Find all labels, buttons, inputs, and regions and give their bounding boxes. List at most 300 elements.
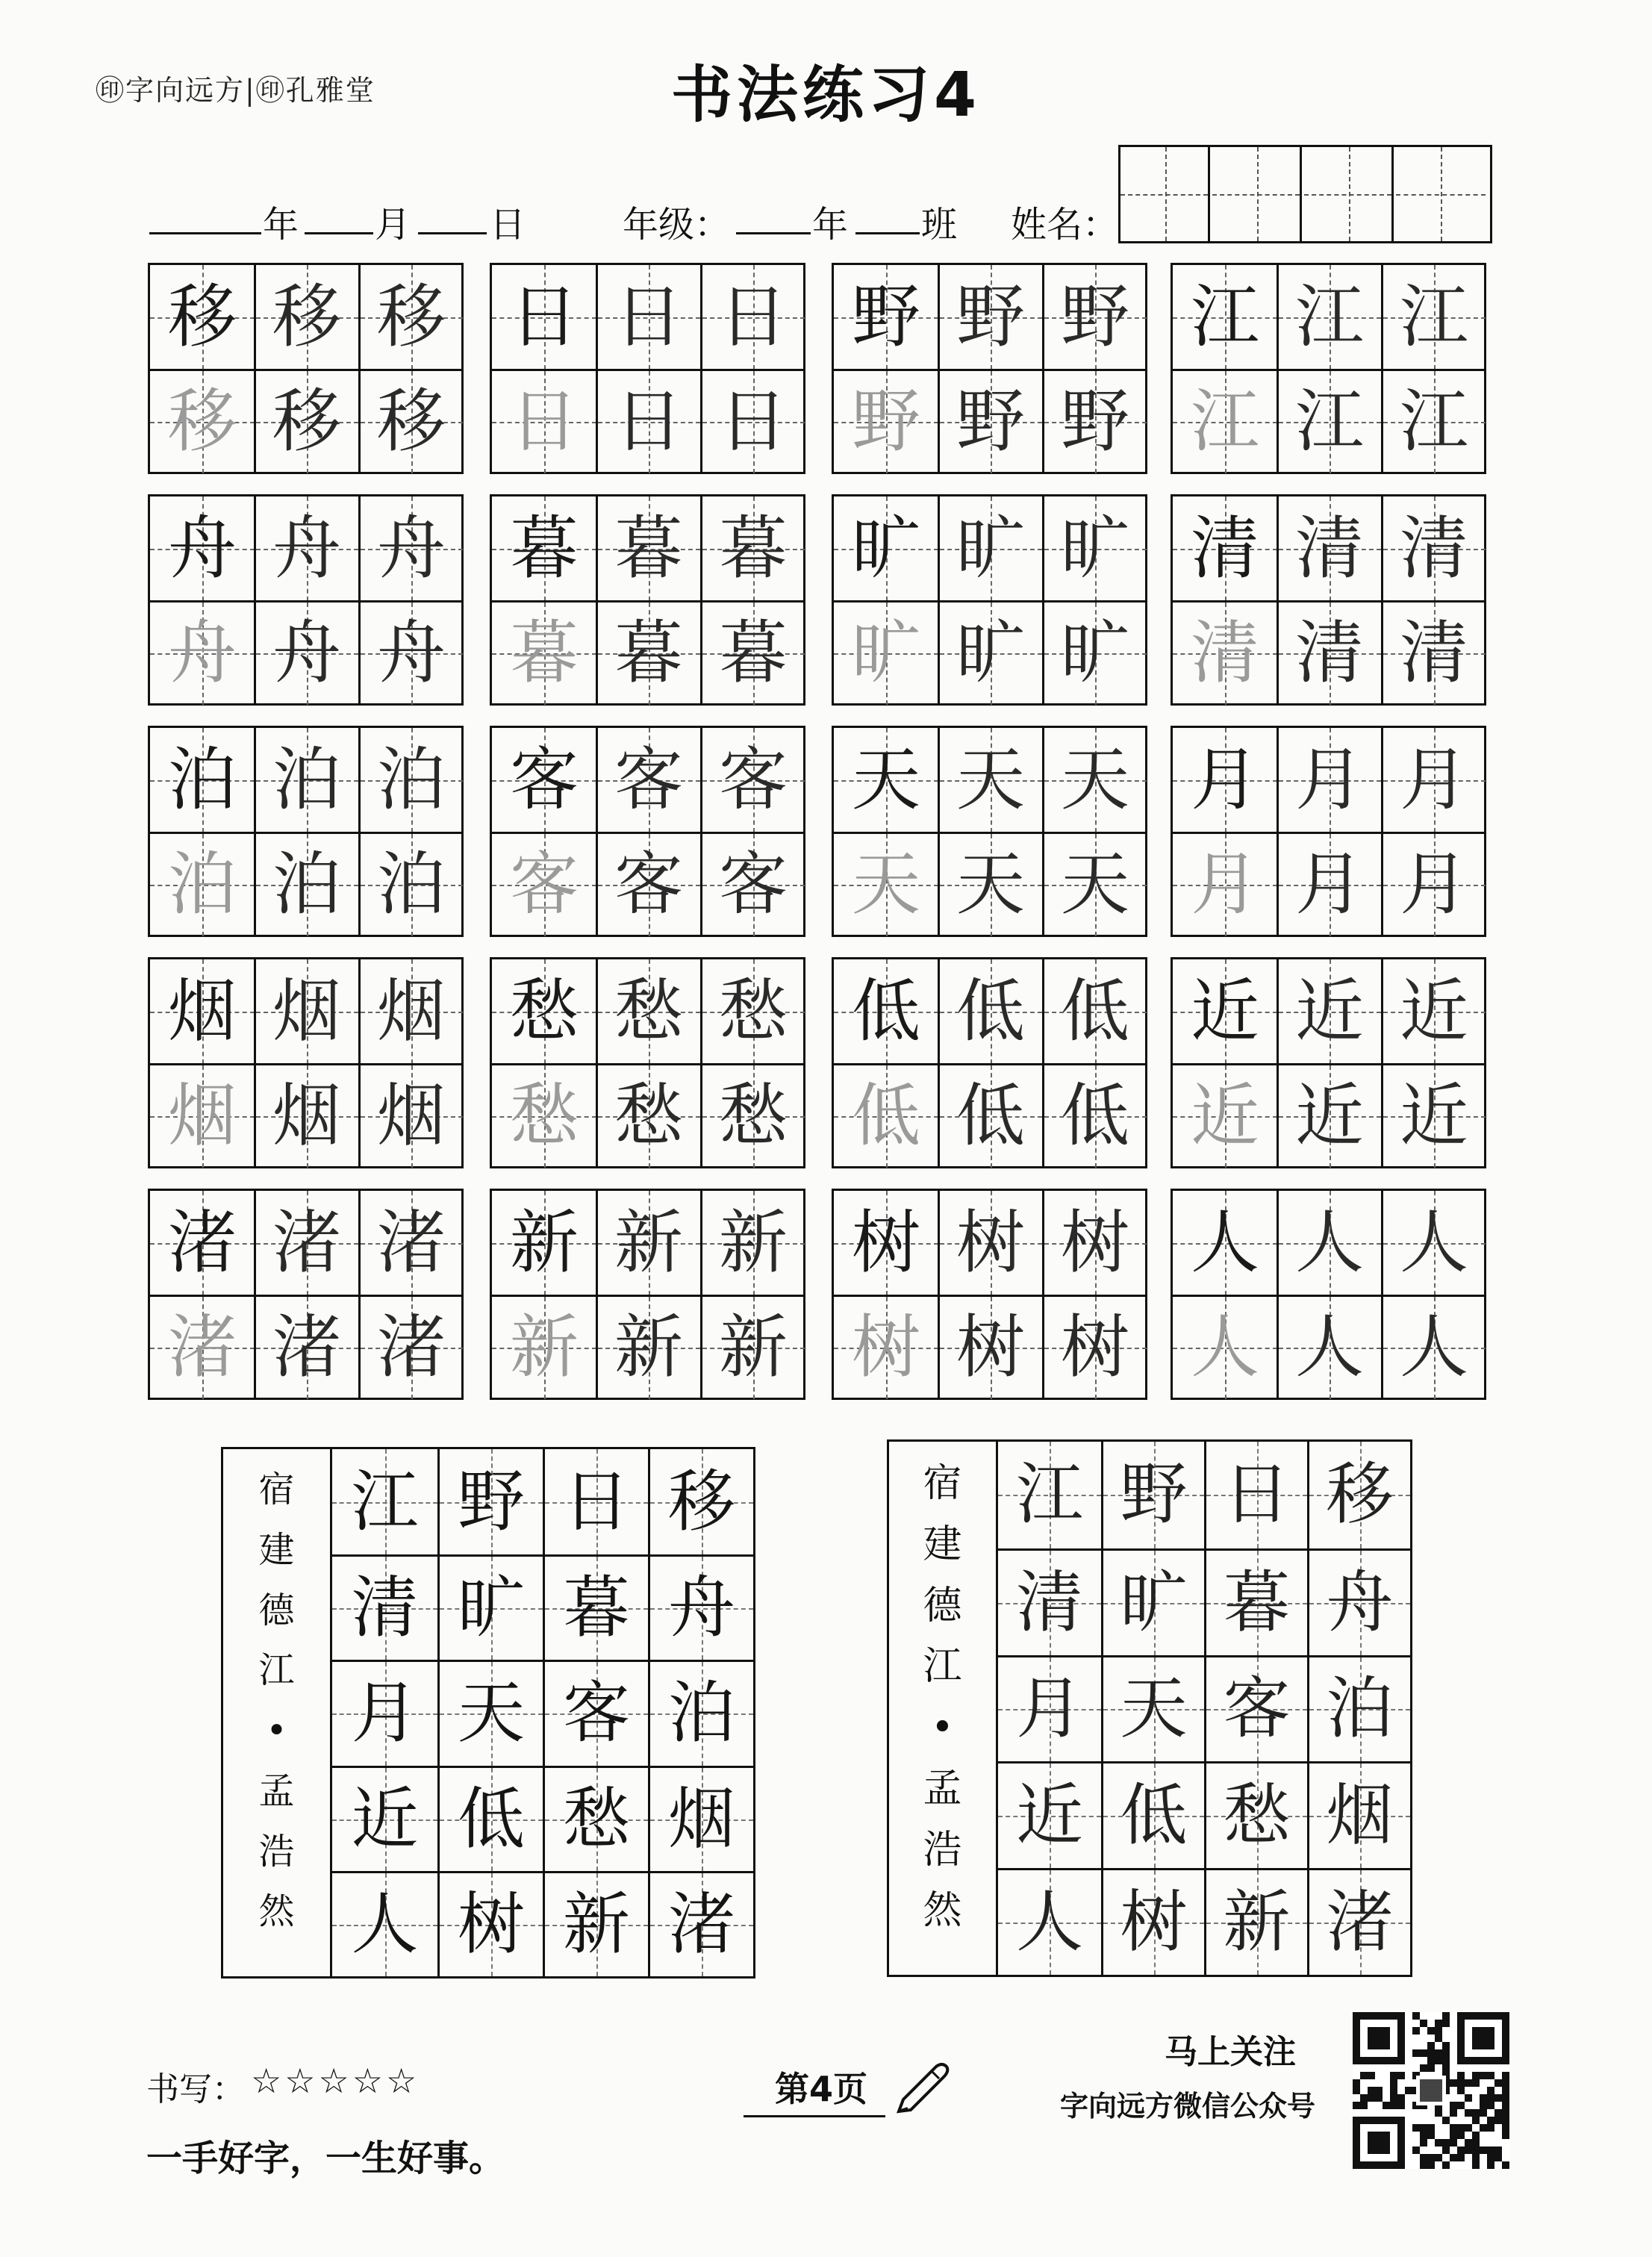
poem-print-char: 野 [458,1462,525,1541]
poem-cell [543,1766,648,1871]
name-grid[interactable] [1118,145,1492,243]
poem-author-char: 然 [923,1888,962,1934]
poem-print-char: 新 [563,1884,630,1964]
trace-character-cell [150,1063,255,1168]
writing-cell[interactable] [596,728,700,832]
handwritten-character: 低 [1060,1076,1129,1156]
poem-print-char: 旷 [458,1569,525,1648]
writing-cell[interactable] [1381,600,1486,705]
model-character-cell [150,728,255,832]
handwritten-character: 树 [1060,1307,1129,1387]
trace-character: 天 [851,844,920,924]
trace-character: 移 [167,382,237,461]
writing-cell[interactable] [358,496,463,601]
handwritten-character: 新 [718,1307,788,1387]
writing-cell[interactable] [254,600,358,705]
handwritten-character: 移 [272,382,341,461]
handwritten-character: 暮 [614,613,683,693]
poem-cell[interactable] [1101,1548,1204,1655]
handwritten-character: 近 [1399,971,1468,1051]
handwritten-character: 暮 [718,508,788,588]
trace-character-cell [492,1295,596,1399]
poem-cell [437,1660,543,1765]
handwritten-character: 泊 [376,844,446,924]
model-character: 低 [851,971,920,1051]
writing-cell[interactable] [358,600,463,705]
handwritten-character: 人 [1399,1307,1468,1387]
writing-cell[interactable] [1042,265,1147,370]
writing-cell[interactable] [700,959,805,1064]
writing-cell[interactable] [358,1063,463,1168]
model-character-cell [834,1191,938,1295]
writing-cell[interactable] [700,496,805,601]
trace-character-cell [1173,600,1277,705]
handwritten-character: 天 [1060,740,1129,820]
model-character-cell [1173,728,1277,832]
writing-cell[interactable] [358,728,463,832]
writing-cell[interactable] [596,369,700,473]
poem-handwritten-char: 旷 [1120,1563,1188,1642]
follow-prompt: 马上关注 [1165,2033,1296,2071]
poem-handwritten-char: 人 [1016,1883,1083,1962]
writing-cell[interactable] [1381,728,1486,832]
writing-cell[interactable] [1042,1191,1147,1295]
handwritten-character: 渚 [272,1307,341,1387]
handwritten-character: 近 [1294,1076,1364,1156]
rating-stars[interactable]: ☆☆☆☆☆ [251,2061,420,2101]
model-character: 舟 [167,508,237,588]
poem-handwritten-char: 近 [1016,1776,1083,1855]
writing-cell[interactable] [700,1295,805,1399]
writing-cell[interactable] [596,1191,700,1295]
poem-handwritten-char: 客 [1223,1669,1291,1749]
handwritten-character: 泊 [272,740,341,820]
model-character-cell [492,728,596,832]
handwritten-character: 野 [1060,382,1129,461]
practice-block [1171,726,1486,937]
poem-cell[interactable] [1307,1761,1410,1868]
poem-handwritten-char: 日 [1223,1455,1291,1534]
trace-character: 舟 [167,613,237,693]
page-number: 第4页 [775,2069,868,2109]
writing-cell[interactable] [1381,1063,1486,1168]
practice-block [832,263,1147,474]
trace-character: 旷 [851,613,920,693]
poem-cell [543,1554,648,1660]
handwritten-character: 清 [1294,613,1364,693]
handwritten-character: 旷 [956,613,1025,693]
poem-print-char: 人 [351,1884,419,1964]
poem-author-char: 然 [258,1890,295,1933]
poem-author-char: 孟 [258,1769,295,1812]
handwritten-character: 月 [1294,740,1364,820]
model-character: 烟 [167,971,237,1051]
year-label: 年 [263,204,299,246]
writing-cell[interactable] [1042,1063,1147,1168]
practice-block [832,494,1147,706]
model-character: 泊 [167,740,237,820]
poem-title-char: 建 [923,1522,962,1567]
poem-handwritten-char: 舟 [1326,1563,1394,1642]
model-character: 日 [509,277,579,357]
handwritten-character: 客 [718,844,788,924]
handwritten-character: 烟 [272,971,341,1051]
model-character: 客 [509,740,579,820]
poem-print-char: 天 [458,1674,525,1753]
handwritten-character: 清 [1399,613,1468,693]
writing-cell[interactable] [938,1063,1042,1168]
trace-character-cell [834,600,938,705]
trace-character: 渚 [167,1307,237,1387]
poem-title-char: 江 [258,1649,295,1692]
trace-character-cell [492,369,596,473]
class-blank[interactable] [855,232,920,234]
handwritten-character: 舟 [272,613,341,693]
handwritten-character: 烟 [272,1076,341,1156]
trace-character: 月 [1190,844,1259,924]
handwritten-character: 烟 [376,1076,446,1156]
handwritten-character: 舟 [376,508,446,588]
poem-handwritten-char: 移 [1326,1455,1394,1534]
poem-author-char: 孟 [923,1766,962,1811]
writing-cell[interactable] [358,265,463,370]
handwritten-character: 江 [1294,277,1364,357]
model-character: 野 [851,277,920,357]
writing-cell[interactable] [1381,369,1486,473]
writing-cell[interactable] [358,369,463,473]
writing-cell[interactable] [1277,728,1381,832]
practice-block [490,726,805,937]
writing-cell[interactable] [700,1191,805,1295]
practice-block [1171,1189,1486,1400]
model-character-cell [150,959,255,1064]
poem-cell[interactable] [998,1655,1101,1762]
poem-print-box [221,1447,755,1979]
handwritten-character: 人 [1294,1203,1364,1283]
poem-handwritten-char: 愁 [1223,1776,1291,1855]
model-character-cell [150,1191,255,1295]
trace-character-cell [1173,369,1277,473]
trace-character: 新 [509,1307,579,1387]
handwritten-character: 江 [1294,382,1364,461]
poem-cell[interactable] [1101,1868,1204,1975]
trace-character-cell [150,369,255,473]
writing-cell[interactable] [254,1295,358,1399]
model-character-cell [150,496,255,601]
brand-logo: ㊞字向远方|㊞孔雅堂 [96,74,375,107]
writing-cell[interactable] [358,832,463,936]
poem-print-char: 近 [351,1779,419,1858]
practice-block [148,1189,464,1400]
poem-handwritten-char: 暮 [1223,1563,1291,1642]
writing-cell[interactable] [254,265,358,370]
writing-cell[interactable] [1381,1295,1486,1399]
writing-cell[interactable] [1042,832,1147,936]
poem-cell[interactable] [1307,1548,1410,1655]
poem-print-char: 客 [563,1674,630,1753]
writing-cell[interactable] [1277,265,1381,370]
writing-cell[interactable] [1277,959,1381,1064]
writing-cell[interactable] [1277,832,1381,936]
handwritten-character: 客 [718,740,788,820]
writing-cell[interactable] [1277,1063,1381,1168]
writing-cell[interactable] [358,1295,463,1399]
month-blank[interactable] [305,232,373,234]
poem-print-char: 清 [351,1569,419,1648]
handwritten-character: 野 [1060,277,1129,357]
poem-cell[interactable] [1101,1655,1204,1762]
writing-cell[interactable] [1381,959,1486,1064]
trace-character-cell [834,369,938,473]
model-character-cell [492,1191,596,1295]
poem-print-char: 暮 [563,1569,630,1648]
handwritten-character: 清 [1294,508,1364,588]
model-character: 天 [851,740,920,820]
handwritten-character: 移 [376,277,446,357]
writing-cell[interactable] [700,265,805,370]
handwritten-character: 新 [614,1203,683,1283]
trace-character: 日 [509,382,579,461]
writing-cell[interactable] [596,265,700,370]
writing-cell[interactable] [1277,1295,1381,1399]
writing-cell[interactable] [596,959,700,1064]
writing-cell[interactable] [254,1063,358,1168]
handwritten-character: 日 [718,382,788,461]
model-character-cell [1173,265,1277,370]
writing-cell[interactable] [596,832,700,936]
poem-title-char: 宿 [923,1461,962,1506]
trace-character-cell [150,1295,255,1399]
writing-cell[interactable] [938,1191,1042,1295]
grade-year-label: 年 [812,204,849,246]
writing-cell[interactable] [358,1191,463,1295]
writing-cell[interactable] [254,728,358,832]
handwritten-character: 江 [1399,382,1468,461]
page-title: 书法练习4 [670,60,982,131]
poem-cell [543,1449,648,1554]
poem-handwritten-char: 野 [1120,1455,1188,1534]
writing-cell[interactable] [1042,728,1147,832]
writing-cell[interactable] [1042,496,1147,601]
poem-cell [332,1766,437,1871]
poem-cell[interactable] [1101,1761,1204,1868]
handwritten-character: 树 [956,1203,1025,1283]
grade-label: 年级： [623,204,731,246]
writing-cell[interactable] [700,728,805,832]
writing-cell[interactable] [596,496,700,601]
writing-cell[interactable] [1381,496,1486,601]
poem-cell[interactable] [1204,1761,1307,1868]
writing-cell[interactable] [938,959,1042,1064]
model-character-cell [1173,1191,1277,1295]
poem-cell[interactable] [1101,1442,1204,1548]
writing-cell[interactable] [358,959,463,1064]
handwritten-character: 舟 [376,613,446,693]
writing-cell[interactable] [1277,600,1381,705]
poem-title-char: 德 [923,1583,962,1628]
practice-block [148,263,464,474]
trace-character-cell [150,832,255,936]
writing-cell[interactable] [1042,959,1147,1064]
model-character: 月 [1190,740,1259,820]
trace-character-cell [492,600,596,705]
poem-cell [648,1449,753,1554]
writing-cell[interactable] [254,496,358,601]
trace-character: 人 [1190,1307,1259,1387]
poem-separator: • [266,1710,287,1752]
writing-cell[interactable] [254,832,358,936]
practice-block [148,494,464,706]
poem-author-char: 浩 [258,1830,295,1872]
poem-cell[interactable] [1204,1548,1307,1655]
poem-cell [437,1766,543,1871]
poem-cell[interactable] [1307,1655,1410,1762]
motto: 一手好字，一生好事。 [146,2138,505,2179]
poem-separator: • [931,1705,954,1750]
model-character-cell [834,265,938,370]
handwritten-character: 渚 [272,1203,341,1283]
handwritten-character: 树 [1060,1203,1129,1283]
handwritten-character: 日 [614,382,683,461]
model-character: 暮 [509,508,579,588]
writing-cell[interactable] [700,369,805,473]
poem-title-char: 德 [258,1589,295,1631]
poem-cell [648,1554,753,1660]
month-label: 月 [375,204,411,246]
model-character-cell [492,265,596,370]
poem-cell [437,1554,543,1660]
trace-character: 野 [851,382,920,461]
writing-cell[interactable] [596,1063,700,1168]
trace-character-cell [1173,1063,1277,1168]
poem-print-char: 低 [458,1779,525,1858]
poem-print-char: 月 [351,1674,419,1753]
poem-cell [332,1449,437,1554]
poem-handwritten-char: 清 [1016,1563,1083,1642]
poem-cell[interactable] [1204,1442,1307,1548]
handwritten-character: 月 [1294,844,1364,924]
handwritten-character: 野 [956,382,1025,461]
handwritten-character: 移 [376,382,446,461]
poem-print-char: 舟 [668,1569,735,1648]
writing-cell[interactable] [1277,369,1381,473]
writing-cell[interactable] [938,1295,1042,1399]
writing-cell[interactable] [254,369,358,473]
handwritten-character: 渚 [376,1203,446,1283]
poem-cell[interactable] [1204,1868,1307,1975]
handwritten-character: 月 [1399,740,1468,820]
year-blank[interactable] [149,232,261,234]
poem-cell[interactable] [998,1442,1101,1548]
writing-cell[interactable] [938,832,1042,936]
poem-cell[interactable] [998,1868,1101,1975]
writing-cell[interactable] [700,1063,805,1168]
writing-cell[interactable] [1042,369,1147,473]
model-character-cell [1173,959,1277,1064]
model-character-cell [834,959,938,1064]
writing-cell[interactable] [596,600,700,705]
practice-block [832,1189,1147,1400]
writing-cell[interactable] [1277,1191,1381,1295]
trace-character-cell [150,600,255,705]
handwritten-character: 低 [1060,971,1129,1051]
handwritten-character: 暮 [614,508,683,588]
writing-cell[interactable] [1381,1191,1486,1295]
poem-cell[interactable] [1307,1442,1410,1548]
writing-cell[interactable] [938,496,1042,601]
qr-code-icon[interactable] [1353,2012,1509,2169]
writing-cell[interactable] [700,832,805,936]
handwritten-character: 泊 [376,740,446,820]
writing-cell[interactable] [938,728,1042,832]
poem-handwritten-char: 烟 [1326,1776,1394,1855]
model-character: 愁 [509,971,579,1051]
handwritten-character: 新 [614,1307,683,1387]
writing-cell[interactable] [938,369,1042,473]
trace-character-cell [834,1295,938,1399]
rating-label: 书写： [146,2070,245,2108]
writing-cell[interactable] [1381,832,1486,936]
writing-cell[interactable] [700,600,805,705]
model-character: 人 [1190,1203,1259,1283]
handwritten-character: 日 [718,277,788,357]
model-character: 清 [1190,508,1259,588]
poem-cell[interactable] [1204,1655,1307,1762]
handwritten-character: 愁 [614,1076,683,1156]
model-character: 旷 [851,508,920,588]
poem-handwritten-char: 渚 [1326,1883,1394,1962]
day-blank[interactable] [418,232,487,234]
writing-cell[interactable] [254,1191,358,1295]
trace-character: 愁 [509,1076,579,1156]
handwritten-character: 人 [1294,1307,1364,1387]
practice-block [1171,957,1486,1168]
poem-cell[interactable] [998,1548,1101,1655]
writing-cell[interactable] [1277,496,1381,601]
handwritten-character: 天 [956,740,1025,820]
grade-year-blank[interactable] [736,232,811,234]
model-character: 新 [509,1203,579,1283]
writing-cell[interactable] [254,959,358,1064]
writing-cell[interactable] [1042,1295,1147,1399]
trace-character-cell [492,1063,596,1168]
writing-cell[interactable] [1381,265,1486,370]
handwritten-character: 树 [956,1307,1025,1387]
handwritten-character: 天 [956,844,1025,924]
poem-cell[interactable] [998,1761,1101,1868]
writing-cell[interactable] [938,265,1042,370]
writing-cell[interactable] [596,1295,700,1399]
handwritten-character: 舟 [272,508,341,588]
practice-block [1171,263,1486,474]
poem-handwritten-char: 泊 [1326,1669,1394,1749]
trace-character-cell [492,832,596,936]
poem-cell[interactable] [1307,1868,1410,1975]
trace-character: 暮 [509,613,579,693]
trace-character-cell [1173,832,1277,936]
trace-character: 江 [1190,382,1259,461]
handwritten-character: 低 [956,971,1025,1051]
handwritten-character: 天 [1060,844,1129,924]
writing-cell[interactable] [938,600,1042,705]
poem-cell [543,1660,648,1765]
trace-character: 低 [851,1076,920,1156]
handwritten-character: 烟 [376,971,446,1051]
writing-cell[interactable] [1042,600,1147,705]
handwritten-character: 旷 [1060,613,1129,693]
practice-block [832,726,1147,937]
practice-block [1171,494,1486,706]
